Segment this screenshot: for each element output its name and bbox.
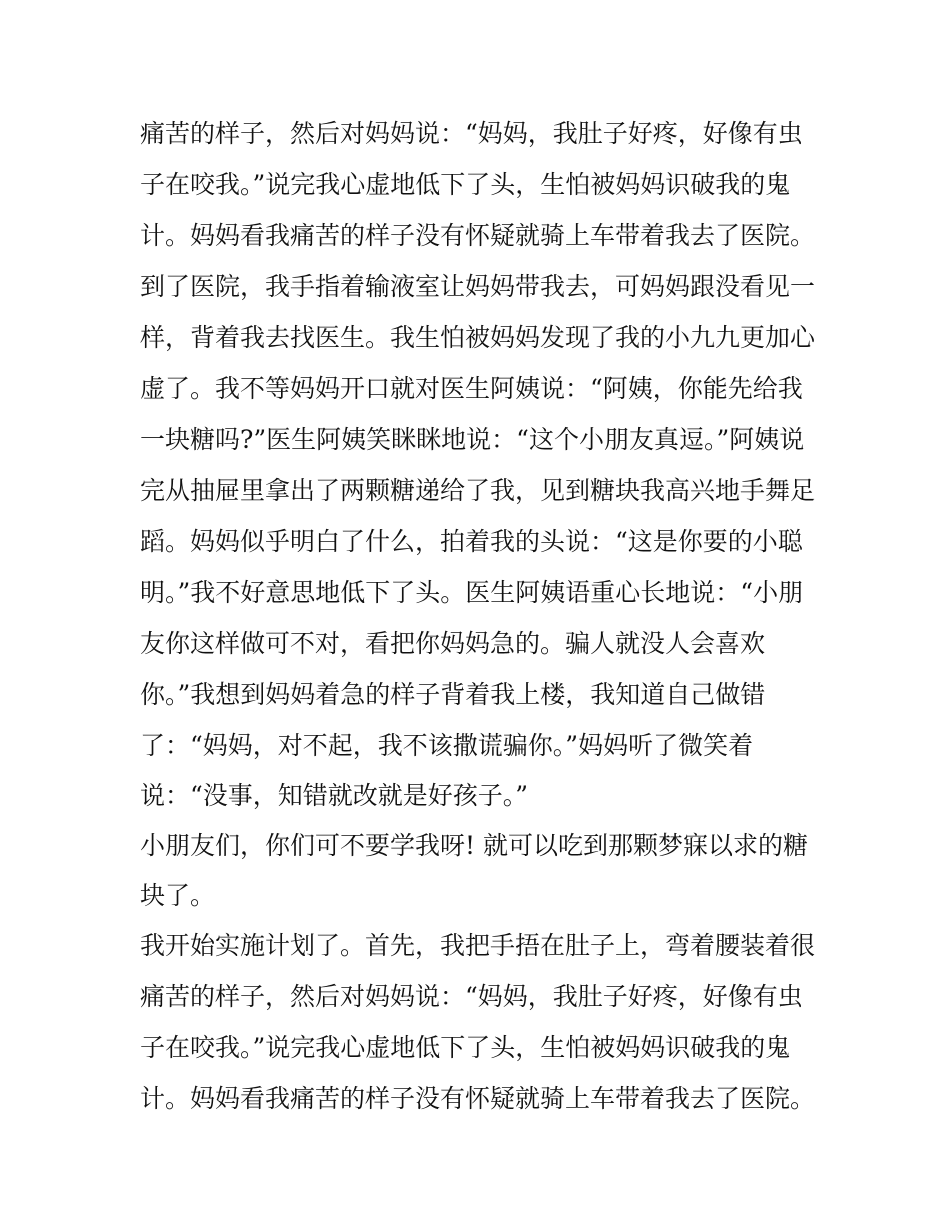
text-line: 计。妈妈看我痛苦的样子没有怀疑就骑上车带着我去了医院。: [140, 1084, 816, 1113]
text-line: 小朋友们，你们可不要学我呀! 就可以吃到那颗梦寐以求的糖: [140, 831, 808, 860]
text-line: 子在咬我。”说完我心虚地低下了头，生怕被妈妈识破我的鬼: [140, 170, 791, 199]
text-line: 虚了。我不等妈妈开口就对医生阿姨说：“阿姨，你能先给我: [140, 374, 803, 403]
text-line: 样，背着我去找医生。我生怕被妈妈发现了我的小九九更加心: [140, 323, 816, 352]
text-line: 块了。: [140, 881, 216, 910]
text-line: 了：“妈妈，对不起，我不该撒谎骗你。”妈妈听了微笑着: [140, 731, 754, 760]
text-line: 你。”我想到妈妈着急的样子背着我上楼，我知道自己做错: [140, 680, 766, 709]
text-line: 痛苦的样子，然后对妈妈说：“妈妈，我肚子好疼，好像有虫: [140, 119, 803, 148]
text-line: 蹈。妈妈似乎明白了什么，拍着我的头说：“这是你要的小聪: [140, 527, 803, 556]
text-line: 说：“没事，知错就改就是好孩子。”: [140, 781, 529, 810]
document-body: [140, 108, 820, 1124]
text-line: 明。”我不好意思地低下了头。医生阿姨语重心长地说：“小朋: [140, 578, 804, 607]
text-line: 我开始实施计划了。首先，我把手捂在肚子上，弯着腰装着很: [140, 931, 816, 960]
text-line: 一块糖吗?”医生阿姨笑眯眯地说：“这个小朋友真逗。”阿姨说: [140, 425, 805, 454]
text-line: 子在咬我。”说完我心虚地低下了头，生怕被妈妈识破我的鬼: [140, 1033, 791, 1062]
text-line: 完从抽屉里拿出了两颗糖递给了我，见到糖块我高兴地手舞足: [140, 476, 816, 505]
text-line: 到了医院，我手指着输液室让妈妈带我去，可妈妈跟没看见一: [140, 272, 816, 301]
text-line: 友你这样做可不对，看把你妈妈急的。骗人就没人会喜欢: [140, 629, 766, 658]
text-line: 计。妈妈看我痛苦的样子没有怀疑就骑上车带着我去了医院。: [140, 221, 816, 250]
text-line: 痛苦的样子，然后对妈妈说：“妈妈，我肚子好疼，好像有虫: [140, 982, 803, 1011]
